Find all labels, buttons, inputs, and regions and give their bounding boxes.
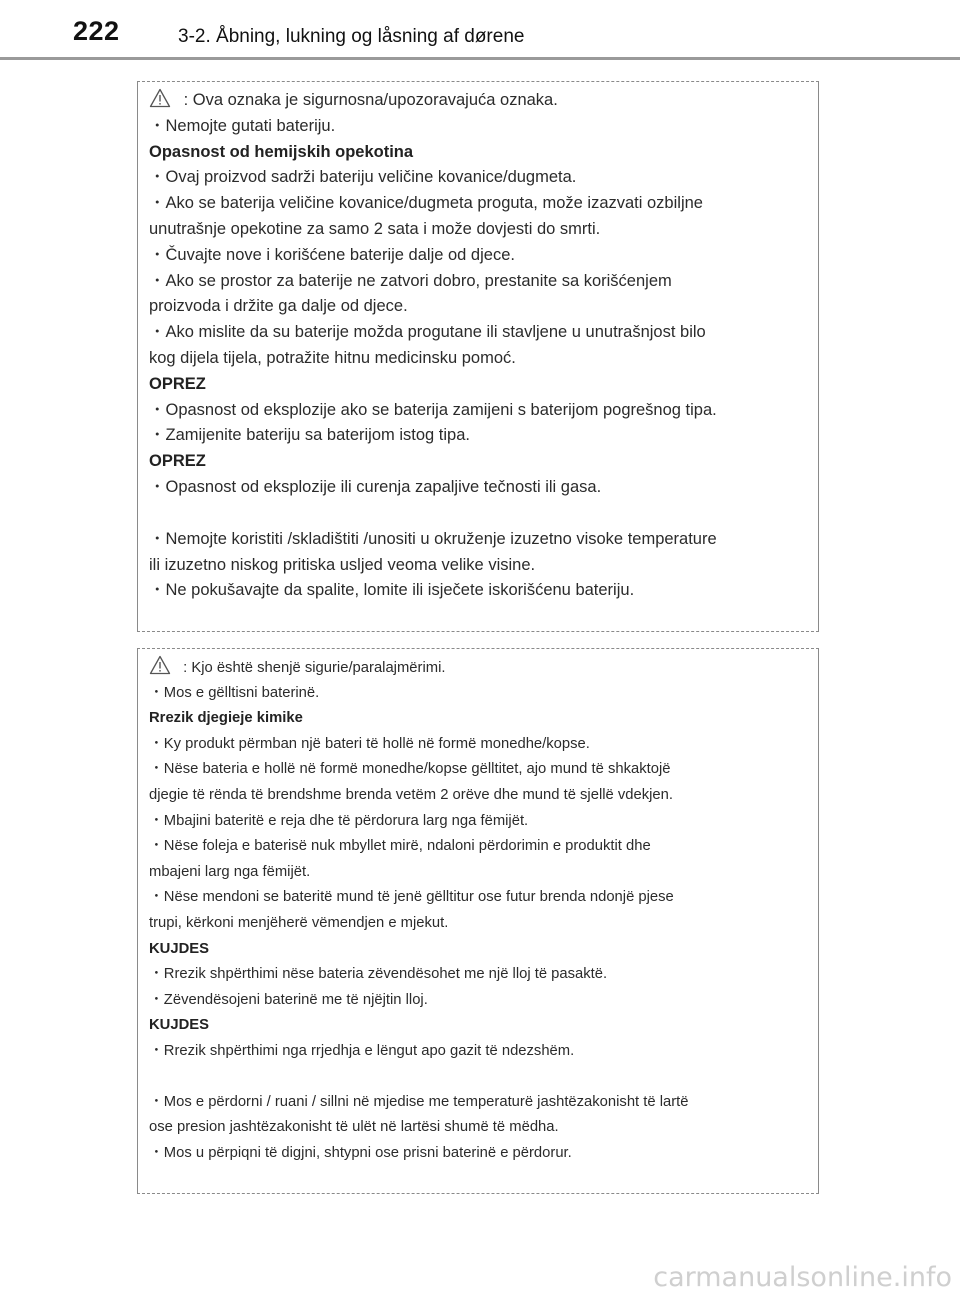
text-line: ・Zëvendësojeni baterinë me të njëjtin lloj. <box>149 991 428 1008</box>
warning-box-albanian <box>137 648 819 1194</box>
warning-heading-text: : Kjo është shenjë sigurie/paralajmërimi. <box>179 660 446 676</box>
paragraph-gap <box>149 1065 818 1090</box>
section-title: 3-2. Åbning, lukning og låsning af dørene <box>178 26 525 47</box>
text-line: ・Mos e gëlltisni baterinë. <box>149 684 320 701</box>
text-line: ili izuzetno niskog pritiska usljed veoma velike visine. <box>149 555 536 574</box>
caution-heading: OPREZ <box>149 374 206 393</box>
text-line: trupi, kërkoni menjëherë vëmendjen e mjekut. <box>149 914 449 931</box>
subheading: Opasnost od hemijskih opekotina <box>149 142 414 161</box>
text-line: ・Nëse foleja e baterisë nuk mbyllet mirë, ndaloni përdorimin e produktit dhe <box>149 838 651 855</box>
text-line: unutrašnje opekotine za samo 2 sata i može dovjesti do smrti. <box>149 219 601 238</box>
text-line: kog dijela tijela, potražite hitnu medicinsku pomoć. <box>149 348 516 367</box>
text-line: ・Mos e përdorni / ruani / sillni në mjedise me temperaturë jashtëzakonisht të lartë <box>149 1093 689 1110</box>
text-line: proizvoda i držite ga dalje od djece. <box>149 297 408 316</box>
text-line: ・Rrezik shpërthimi nga rrjedhja e lëngut apo gazit të ndezshëm. <box>149 1042 575 1059</box>
text-line: ・Ako se baterija veličine kovanice/dugmeta proguta, može izazvati ozbiljne <box>149 194 703 213</box>
caution-heading: KUJDES <box>149 1017 210 1034</box>
page-number: 222 <box>73 16 120 46</box>
text-line: ・Nëse mendoni se bateritë mund të jenë gëlltitur ose futur brenda ndonjë pjese <box>149 889 674 906</box>
page-header <box>0 0 960 60</box>
header-divider <box>0 57 960 60</box>
warning-triangle-icon <box>149 88 171 108</box>
warning-heading-text: : Ova oznaka je sigurnosna/upozoravajuća oznaka. <box>179 91 558 109</box>
text-line: ・Ovaj proizvod sadrži bateriju veličine kovanice/dugmeta. <box>149 168 577 187</box>
text-line: ・Opasnost od eksplozije ako se baterija zamijeni s baterijom pogrešnog tipa. <box>149 400 717 419</box>
warning-box-bosnian <box>137 81 819 632</box>
text-line: ・Ako se prostor za baterije ne zatvori dobro, prestanite sa korišćenjem <box>149 271 672 290</box>
text-line: ・Nemojte koristiti /skladištiti /unositi u okruženje izuzetno visoke temperature <box>149 529 717 548</box>
paragraph-gap <box>149 501 818 527</box>
text-line: ・Mos u përpiqni të digjni, shtypni ose prisni baterinë e përdorur. <box>149 1144 572 1161</box>
text-line: ・Čuvajte nove i korišćene baterije dalje od djece. <box>149 245 515 264</box>
text-line: ・Nëse bateria e hollë në formë monedhe/kopse gëlltitet, ajo mund të shkaktojë <box>149 761 671 778</box>
warning-heading <box>149 655 818 681</box>
text-line: ・Ky produkt përmban një bateri të hollë në formë monedhe/kopse. <box>149 735 590 752</box>
text-line: ・Zamijenite bateriju sa baterijom istog tipa. <box>149 426 470 445</box>
warning-triangle-icon <box>149 655 171 675</box>
text-line: ・Mbajini bateritë e reja dhe të përdorura larg nga fëmijët. <box>149 812 529 829</box>
text-line: djegie të rënda të brendshme brenda vetëm 2 orëve dhe mund të sjellë vdekjen. <box>149 786 673 803</box>
text-line: ・Ne pokušavajte da spalite, lomite ili isječete iskorišćenu bateriju. <box>149 581 635 600</box>
caution-heading: OPREZ <box>149 452 206 471</box>
watermark: carmanualsonline.info <box>653 1262 952 1293</box>
text-line: ose presion jashtëzakonisht të ulët në lartësi shumë të mëdha. <box>149 1119 559 1136</box>
caution-heading: KUJDES <box>149 940 210 957</box>
text-line: ・Nemojte gutati bateriju. <box>149 116 336 135</box>
text-line: mbajeni larg nga fëmijët. <box>149 863 311 880</box>
text-line: ・Opasnost od eksplozije ili curenja zapaljive tečnosti ili gasa. <box>149 477 602 496</box>
text-line: ・Ako mislite da su baterije možda progutane ili stavljene u unutrašnjost bilo <box>149 323 706 342</box>
warning-heading <box>149 88 818 114</box>
text-line: ・Rrezik shpërthimi nëse bateria zëvendësohet me një lloj të pasaktë. <box>149 966 608 983</box>
subheading: Rrezik djegieje kimike <box>149 710 303 727</box>
